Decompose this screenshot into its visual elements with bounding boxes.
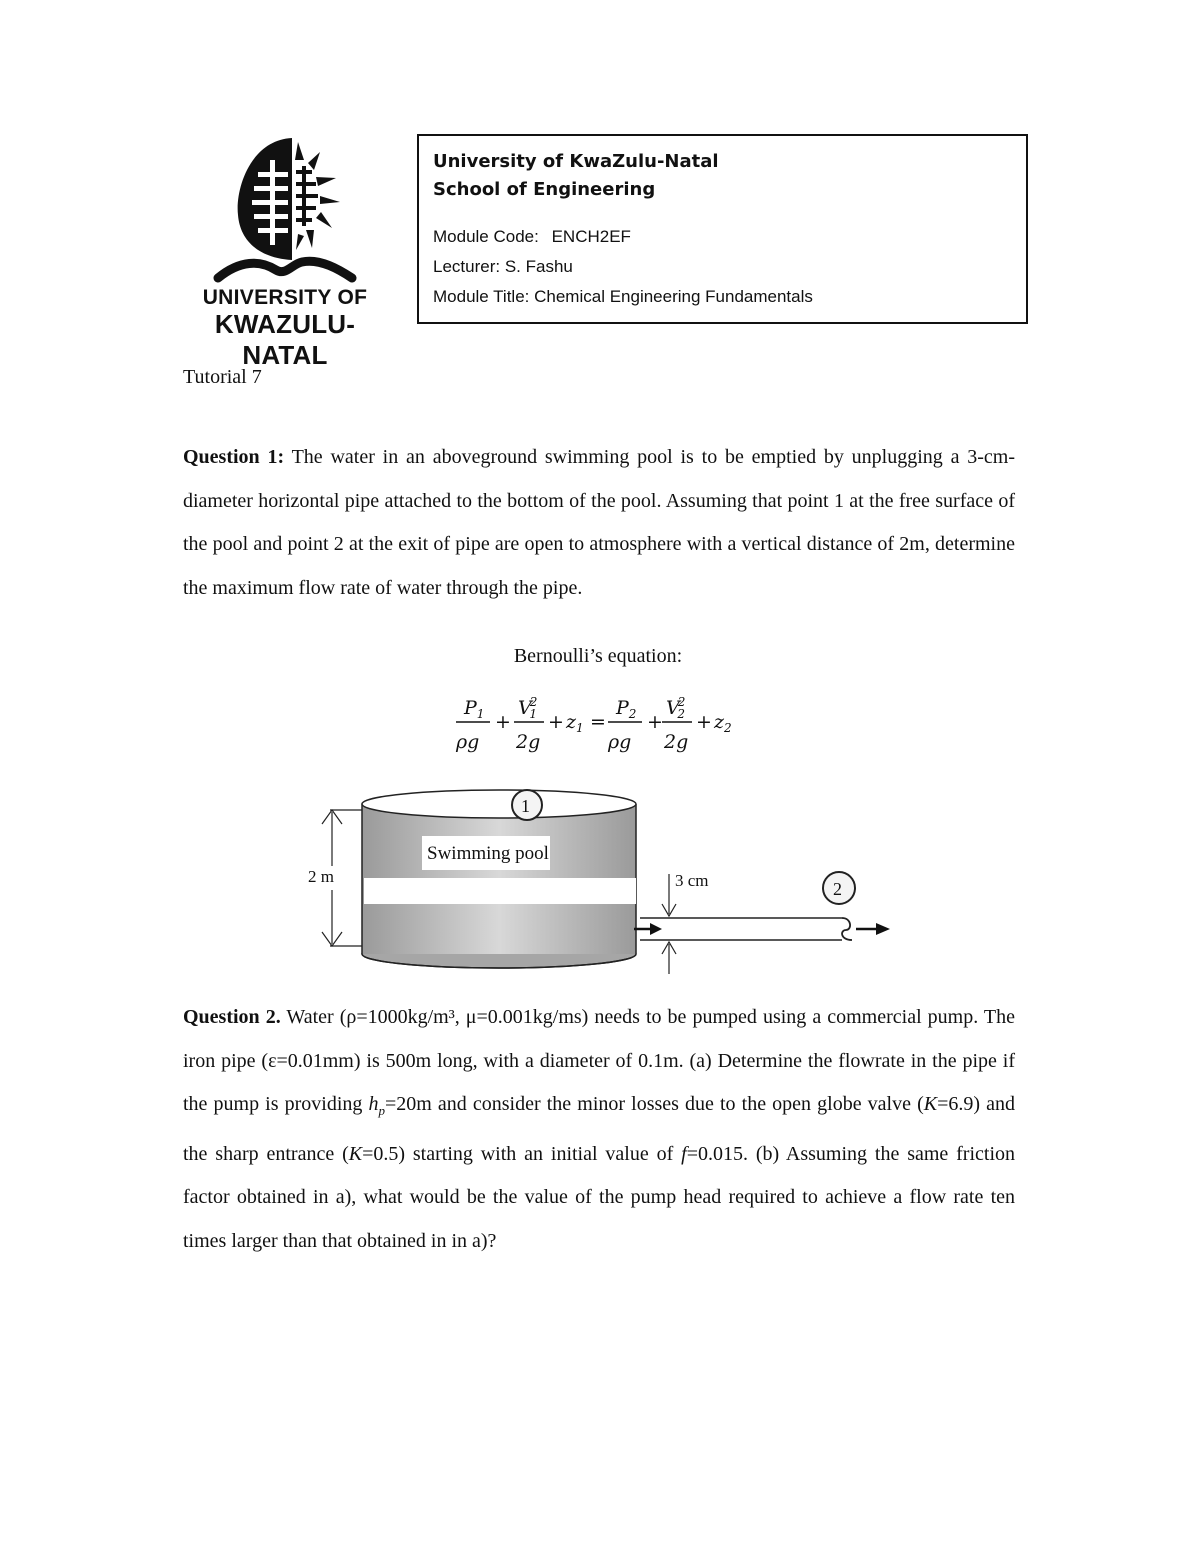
module-code-row xyxy=(433,222,1012,252)
logo-text-line2: KWAZULU-NATAL xyxy=(214,309,356,370)
question-1-label: Question 1: xyxy=(183,446,285,468)
question-1-text: The water in an aboveground swimming pool is to be emptied by unplugging a 3-cm- diameter horizontal pipe attached to the bottom of the pool. Assuming that point 1 at the free surface of the pool and point 2 at the exit of pipe are open to atmosphere with a vertical distance of 2m, determine the maximum flow rate of water through the pipe. xyxy=(183,446,1015,599)
bernoulli-title: Bernoulli’s equation: xyxy=(513,645,683,667)
k-symbol-1: K xyxy=(923,1093,938,1115)
module-title-value: Chemical Engineering Fundamentals xyxy=(534,287,813,306)
question-2 xyxy=(183,996,1015,1263)
university-name: University of KwaZulu-Natal xyxy=(433,151,719,172)
lecturer-label: Lecturer: xyxy=(433,257,501,276)
module-code-value: ENCH2EF xyxy=(551,227,631,246)
k-symbol-2: K xyxy=(348,1142,363,1165)
module-title-row xyxy=(433,282,1012,312)
svg-text:2g: 2g xyxy=(664,731,689,753)
svg-text:ρg: ρg xyxy=(456,731,480,753)
svg-text:V22: V2 2 xyxy=(666,695,686,721)
point-2-label: 2 xyxy=(833,879,842,899)
point-1-label: 1 xyxy=(521,796,530,816)
svg-text:P2: $P_2$ xyxy=(616,697,637,721)
svg-text:z2: $z_2$ xyxy=(714,711,732,735)
bernoulli-equation xyxy=(440,688,760,760)
friction-factor-symbol: f xyxy=(681,1142,687,1165)
pump-head-symbol: $h_p$ xyxy=(368,1093,385,1118)
svg-text:ρg: ρg xyxy=(608,731,632,753)
pipe-diameter-label: 3 cm xyxy=(675,871,709,890)
svg-text:V21: V2 1 xyxy=(518,695,538,721)
question-2-text-3: =6.9) and the sharp entrance ( xyxy=(183,1093,1016,1165)
question-2-label: Question 2. xyxy=(183,1006,281,1028)
height-label: 2 m xyxy=(308,867,334,886)
module-info-box xyxy=(417,134,1028,324)
svg-text:+: + xyxy=(647,711,663,733)
question-1 xyxy=(183,436,1015,610)
svg-text:P1: $P_1$ xyxy=(464,697,485,721)
pool-label: Swimming pool xyxy=(427,843,549,864)
lecturer-value: S. Fashu xyxy=(504,257,573,276)
svg-text:+: + xyxy=(696,711,712,733)
school-name: School of Engineering xyxy=(433,179,656,200)
svg-text:2g: 2g xyxy=(516,731,541,753)
question-2-text-4: =0.5) starting with an initial value of xyxy=(362,1142,674,1165)
lecturer-row xyxy=(433,252,1012,282)
svg-text:+: + xyxy=(495,711,511,733)
module-code-label: Module Code: xyxy=(433,227,539,246)
svg-text:=: = xyxy=(590,711,606,733)
svg-text:+: + xyxy=(548,711,564,733)
question-2-text-5: =0.015. (b) Assuming the same friction factor obtained in a), what would be the value of the pump head required to achieve a flow rate ten times larger than that obtained in in a)? xyxy=(183,1142,1016,1252)
question-2-text-1: Water (ρ=1000kg/m³, μ=0.001kg/ms) needs to be pumped using a commercial pump. The iron pipe (ε=0.01mm) is 500m long, with a diameter of 0.1m. (a) Determine the flowrate in the pipe if the pump is providing xyxy=(183,1006,1016,1115)
swimming-pool-diagram xyxy=(300,778,900,978)
question-2-text-2: =20m and consider the minor losses due to the open globe valve ( xyxy=(385,1093,924,1115)
svg-text:z1: $z_1$ xyxy=(566,711,584,735)
logo-text-line1: UNIVERSITY OF xyxy=(202,286,368,309)
module-title-label: Module Title: xyxy=(433,287,530,306)
tutorial-title: Tutorial 7 xyxy=(183,366,262,388)
